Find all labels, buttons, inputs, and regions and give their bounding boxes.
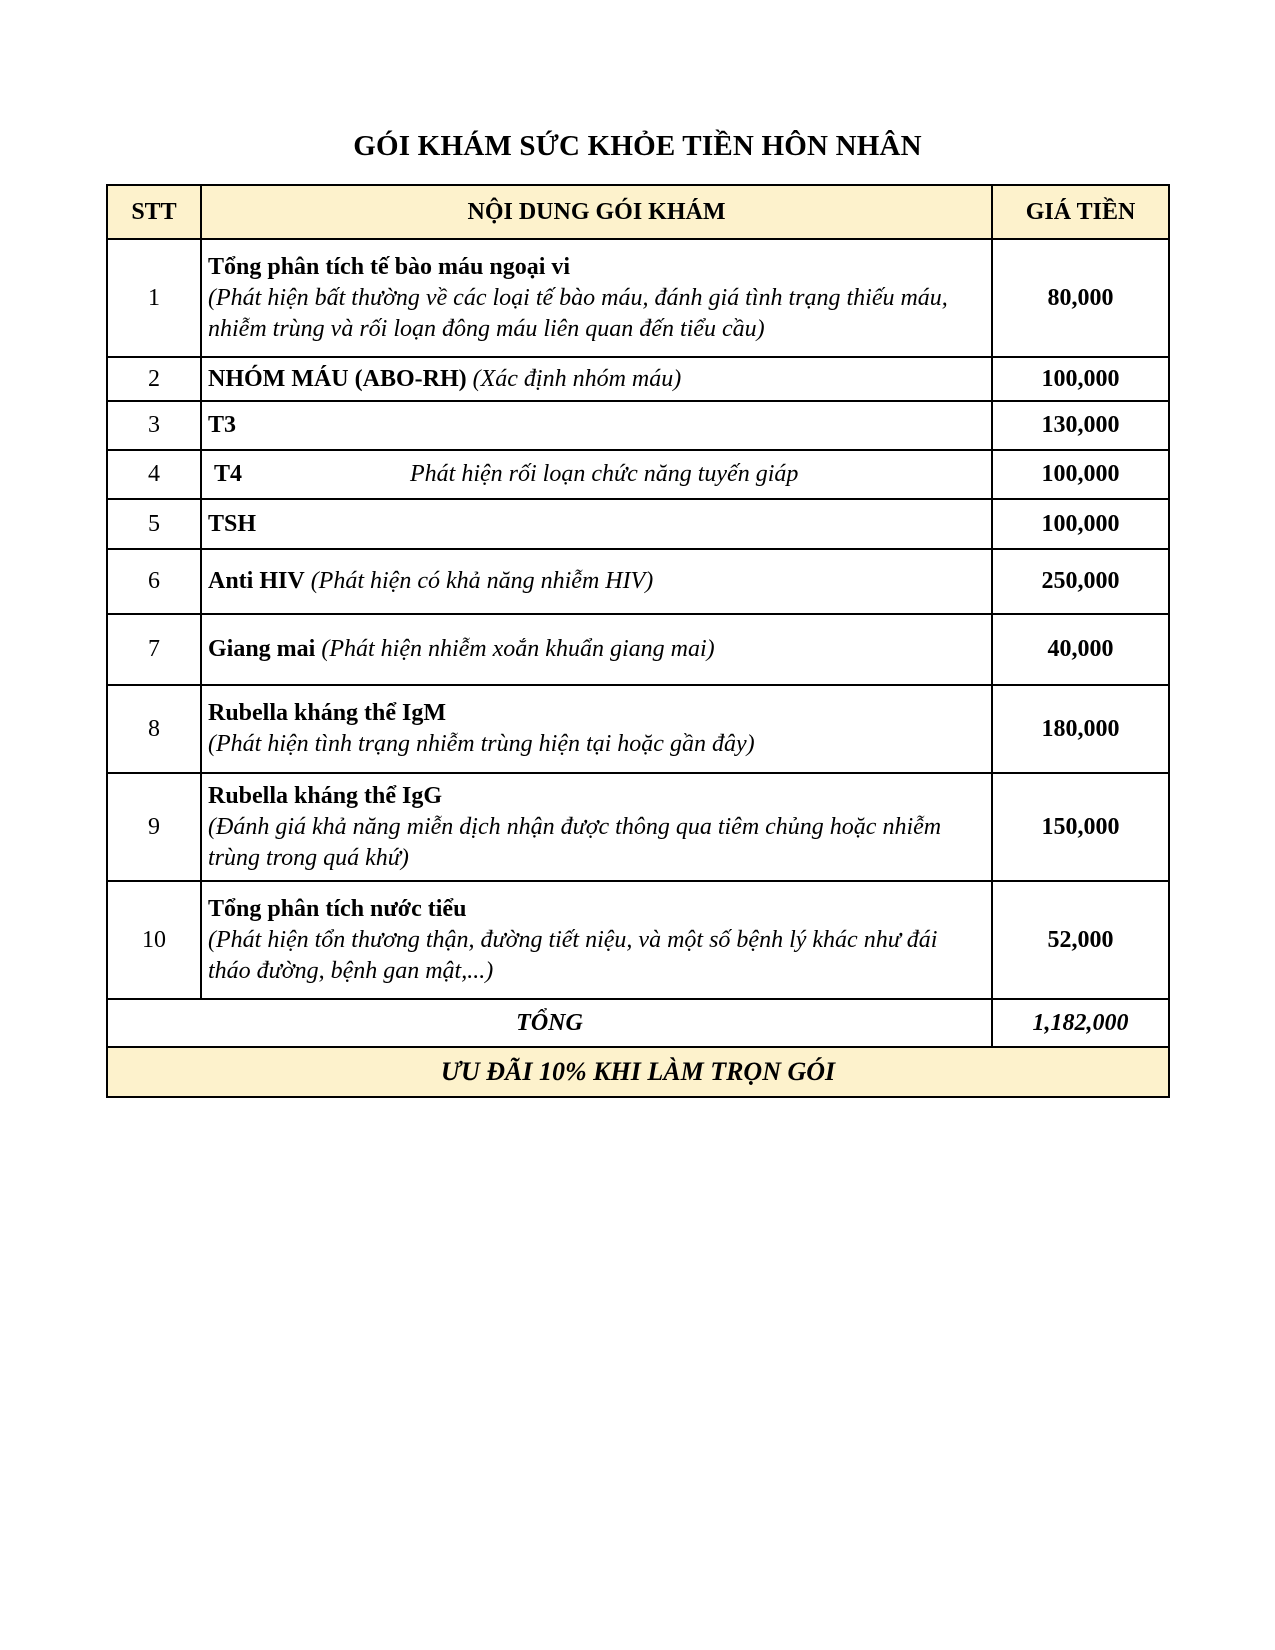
row-content [201,614,992,685]
row-stt: 9 [107,773,201,881]
total-value: 1,182,000 [992,999,1169,1047]
table-row [107,499,1169,549]
page-title: GÓI KHÁM SỨC KHỎE TIỀN HÔN NHÂN [353,130,922,162]
promo-row [107,1047,1169,1097]
table-row [107,614,1169,685]
row-name: Rubella kháng thể IgM [208,700,447,726]
table-row [107,685,1169,773]
header-price: GIÁ TIỀN [992,185,1169,239]
row-price: 52,000 [992,881,1169,999]
row-name: Rubella kháng thể IgG [208,782,443,809]
row-content [201,499,992,549]
row-stt: 6 [107,549,201,614]
row-price: 100,000 [992,450,1169,499]
row-stt: 1 [107,239,201,357]
price-table [106,184,1170,1098]
promo-text: ƯU ĐÃI 10% KHI LÀM TRỌN GÓI [107,1047,1169,1097]
row-price: 80,000 [992,239,1169,357]
table-row [107,881,1169,999]
row-price: 250,000 [992,549,1169,614]
row-content [201,549,992,614]
row-name: Anti HIV [208,568,305,594]
total-row [107,999,1169,1047]
row-desc: (Đánh giá khả năng miễn dịch nhận được thông qua tiêm chủng hoặc nhiễm trùng trong quá khứ) [208,813,942,871]
row-name: Tổng phân tích nước tiểu [208,895,467,922]
header-stt: STT [107,185,201,239]
row-stt: 3 [107,401,201,450]
row-stt: 8 [107,685,201,773]
row-stt: 10 [107,881,201,999]
row-content [201,239,992,357]
row-desc: Phát hiện rối loạn chức năng tuyến giáp [410,461,799,487]
row-price: 180,000 [992,685,1169,773]
row-content [201,401,992,450]
row-desc: (Phát hiện nhiễm xoắn khuẩn giang mai) [321,636,715,662]
table-row [107,773,1169,881]
row-stt: 4 [107,450,201,499]
row-desc: (Phát hiện có khả năng nhiễm HIV) [310,568,654,594]
row-content [201,450,992,499]
table-header-row [107,185,1169,239]
row-desc: (Phát hiện tình trạng nhiễm trùng hiện tại hoặc gần đây) [208,731,755,757]
row-content [201,357,992,401]
row-name: Tổng phân tích tế bào máu ngoại vi [208,253,571,280]
row-stt: 5 [107,499,201,549]
total-label: TỔNG [107,999,992,1047]
row-name: TSH [208,510,257,537]
table-row [107,549,1169,614]
row-content [201,881,992,999]
row-price: 100,000 [992,499,1169,549]
table-row [107,450,1169,499]
row-price: 40,000 [992,614,1169,685]
row-desc: (Phát hiện tổn thương thận, đường tiết niệu, và một số bệnh lý khác như đái tháo đường, bệnh gan mật,...) [208,926,938,984]
row-price: 100,000 [992,357,1169,401]
row-content [201,685,992,773]
row-stt: 2 [107,357,201,401]
row-desc: (Phát hiện bất thường về các loại tế bào máu, đánh giá tình trạng thiếu máu, nhiễm trùng và rối loạn đông máu liên quan đến tiểu cầu) [208,284,948,342]
row-desc: (Xác định nhóm máu) [472,365,682,392]
header-content: NỘI DUNG GÓI KHÁM [201,185,992,239]
table-row [107,401,1169,450]
row-price: 130,000 [992,401,1169,450]
row-price: 150,000 [992,773,1169,881]
row-stt: 7 [107,614,201,685]
row-name: Giang mai [208,636,316,662]
row-name: T3 [208,412,237,438]
row-name: NHÓM MÁU (ABO-RH) [208,365,467,392]
table-row [107,357,1169,401]
row-name: T4 [214,461,243,487]
row-content [201,773,992,881]
table-row [107,239,1169,357]
